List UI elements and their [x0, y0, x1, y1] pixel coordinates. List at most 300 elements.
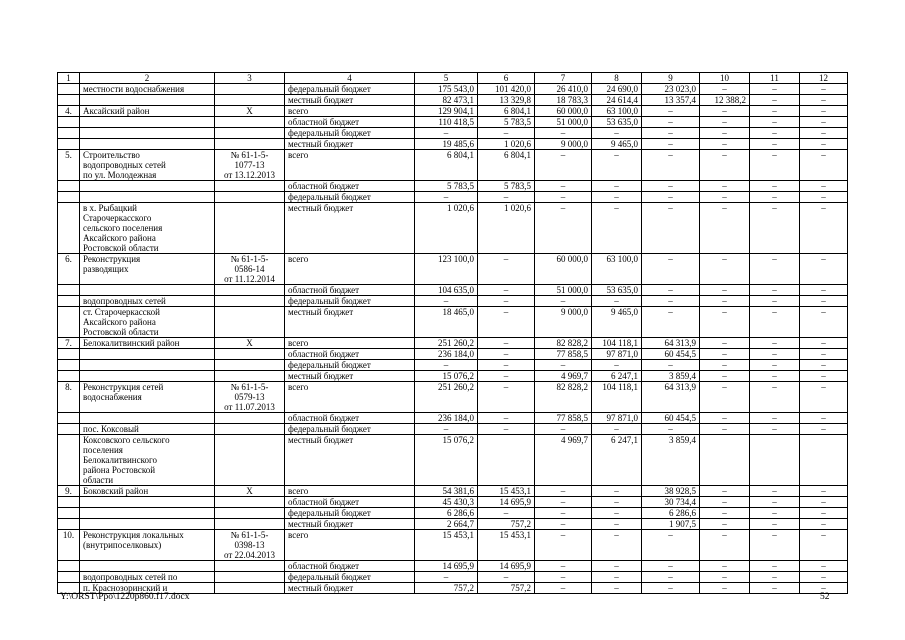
column-number-cell: 6 [478, 73, 535, 84]
table-row [58, 192, 848, 203]
amount-cell: 14 695,9 [415, 561, 478, 572]
row-number-cell: 10. [58, 530, 80, 561]
amount-cell: – [535, 203, 592, 254]
table-row [58, 435, 848, 486]
table-row [58, 486, 848, 497]
file-path: Y:\ORST\Ppo\1220p860.f17.docx [60, 592, 190, 602]
object-name-cell: пос. Коксовый [80, 424, 215, 435]
amount-cell: – [750, 254, 800, 285]
amount-cell: – [592, 150, 642, 181]
table-row [58, 572, 848, 583]
table-row [58, 338, 848, 349]
funding-source-cell: местный бюджет [285, 435, 415, 486]
amount-cell: – [642, 181, 700, 192]
table-row [58, 508, 848, 519]
object-name-cell [80, 519, 215, 530]
amount-cell: 82 473,1 [415, 95, 478, 106]
amount-cell: 30 734,4 [642, 497, 700, 508]
funding-source-cell: областной бюджет [285, 561, 415, 572]
amount-cell: – [700, 424, 750, 435]
table-row [58, 530, 848, 561]
amount-cell [478, 435, 535, 486]
amount-cell: – [415, 296, 478, 307]
table-row [58, 203, 848, 254]
amount-cell: – [700, 128, 750, 139]
column-number-cell: 4 [285, 73, 415, 84]
amount-cell: 15 453,1 [478, 486, 535, 497]
funding-source-cell: федеральный бюджет [285, 128, 415, 139]
amount-cell: 97 871,0 [592, 413, 642, 424]
amount-cell: – [535, 296, 592, 307]
amount-cell: – [700, 486, 750, 497]
amount-cell: – [478, 128, 535, 139]
amount-cell: 5 783,5 [415, 181, 478, 192]
document-number-cell [215, 413, 285, 424]
object-name-cell [80, 192, 215, 203]
table-row [58, 254, 848, 285]
object-name-cell: местности водоснабжения [80, 84, 215, 95]
amount-cell: – [800, 360, 848, 371]
amount-cell: – [592, 561, 642, 572]
amount-cell: – [700, 508, 750, 519]
amount-cell: – [592, 497, 642, 508]
amount-cell: – [750, 117, 800, 128]
amount-cell: 123 100,0 [415, 254, 478, 285]
amount-cell: – [535, 530, 592, 561]
amount-cell: – [800, 128, 848, 139]
object-name-cell [80, 360, 215, 371]
table-row [58, 285, 848, 296]
document-number-cell [215, 128, 285, 139]
row-number-cell [58, 497, 80, 508]
row-number-cell [58, 349, 80, 360]
amount-cell: – [642, 285, 700, 296]
amount-cell: 19 485,6 [415, 139, 478, 150]
amount-cell: – [535, 497, 592, 508]
funding-source-cell: федеральный бюджет [285, 296, 415, 307]
amount-cell: – [800, 84, 848, 95]
document-number-cell [215, 435, 285, 486]
amount-cell: – [592, 424, 642, 435]
amount-cell: 3 859,4 [642, 371, 700, 382]
amount-cell: 251 260,2 [415, 382, 478, 413]
amount-cell: 3 859,4 [642, 435, 700, 486]
table-row [58, 106, 848, 117]
amount-cell: – [800, 530, 848, 561]
object-name-cell: ст. Старочеркасской Аксайского района Ростовской области [80, 307, 215, 338]
funding-source-cell: областной бюджет [285, 497, 415, 508]
column-number-cell: 1 [58, 73, 80, 84]
object-name-cell: Реконструкция сетей водоснабжения [80, 382, 215, 413]
row-number-cell [58, 519, 80, 530]
amount-cell: – [592, 181, 642, 192]
table-row [58, 371, 848, 382]
amount-cell: – [750, 192, 800, 203]
row-number-cell [58, 139, 80, 150]
table-row [58, 382, 848, 413]
amount-cell: 15 076,2 [415, 371, 478, 382]
document-number-cell: Х [215, 338, 285, 349]
document-number-cell [215, 583, 285, 594]
funding-source-cell: всего [285, 338, 415, 349]
amount-cell: 6 286,6 [415, 508, 478, 519]
document-number-cell [215, 139, 285, 150]
amount-cell: – [750, 424, 800, 435]
funding-source-cell: всего [285, 382, 415, 413]
row-number-cell [58, 84, 80, 95]
document-number-cell [215, 84, 285, 95]
amount-cell: 77 858,5 [535, 413, 592, 424]
amount-cell: – [642, 360, 700, 371]
amount-cell: 9 000,0 [535, 139, 592, 150]
row-number-cell [58, 435, 80, 486]
document-number-cell [215, 424, 285, 435]
amount-cell: – [535, 508, 592, 519]
document-number-cell: № 61-1-5- 0579-13 от 11.07.2013 [215, 382, 285, 413]
document-number-cell [215, 192, 285, 203]
row-number-cell [58, 413, 80, 424]
object-name-cell: в х. Рыбацкий Старочеркасского сельского поселения Аксайского района Ростовской области [80, 203, 215, 254]
document-number-cell [215, 285, 285, 296]
amount-cell: – [592, 572, 642, 583]
amount-cell: 82 828,2 [535, 338, 592, 349]
amount-cell: – [535, 519, 592, 530]
document-number-cell [215, 307, 285, 338]
amount-cell: 757,2 [478, 583, 535, 594]
amount-cell: – [642, 117, 700, 128]
amount-cell: – [478, 338, 535, 349]
column-number-cell: 5 [415, 73, 478, 84]
amount-cell: – [478, 382, 535, 413]
row-number-cell [58, 192, 80, 203]
amount-cell [750, 435, 800, 486]
amount-cell: 4 969,7 [535, 435, 592, 486]
amount-cell [700, 435, 750, 486]
table-row [58, 128, 848, 139]
amount-cell: – [478, 307, 535, 338]
amount-cell: 53 635,0 [592, 117, 642, 128]
object-name-cell [80, 561, 215, 572]
column-number-cell: 12 [800, 73, 848, 84]
amount-cell: – [415, 192, 478, 203]
row-number-cell [58, 424, 80, 435]
amount-cell: 1 020,6 [478, 139, 535, 150]
row-number-cell [58, 117, 80, 128]
column-number-cell: 3 [215, 73, 285, 84]
amount-cell: 6 247,1 [592, 371, 642, 382]
amount-cell: – [478, 285, 535, 296]
amount-cell: – [700, 203, 750, 254]
amount-cell: – [478, 508, 535, 519]
document-number-cell [215, 349, 285, 360]
amount-cell: 24 690,0 [592, 84, 642, 95]
amount-cell: – [478, 192, 535, 203]
amount-cell: – [750, 583, 800, 594]
amount-cell: – [700, 296, 750, 307]
amount-cell: – [750, 371, 800, 382]
amount-cell: 13 329,8 [478, 95, 535, 106]
amount-cell: – [800, 106, 848, 117]
object-name-cell: п. Краснозоринский и [80, 583, 215, 594]
amount-cell: – [800, 150, 848, 181]
funding-source-cell: всего [285, 530, 415, 561]
funding-source-cell: федеральный бюджет [285, 572, 415, 583]
object-name-cell: Реконструкция локальных (внутрипоселковых) [80, 530, 215, 561]
row-number-cell: 4. [58, 106, 80, 117]
row-number-cell [58, 371, 80, 382]
funding-source-cell: областной бюджет [285, 117, 415, 128]
funding-source-cell: федеральный бюджет [285, 508, 415, 519]
amount-cell: 6 286,6 [642, 508, 700, 519]
row-number-cell: 8. [58, 382, 80, 413]
amount-cell: 14 695,9 [478, 561, 535, 572]
amount-cell: 104 118,1 [592, 338, 642, 349]
amount-cell: – [478, 296, 535, 307]
amount-cell: – [415, 424, 478, 435]
amount-cell: – [800, 95, 848, 106]
amount-cell: – [700, 150, 750, 181]
table-row [58, 139, 848, 150]
object-name-cell [80, 497, 215, 508]
funding-source-cell: местный бюджет [285, 583, 415, 594]
amount-cell: 757,2 [478, 519, 535, 530]
amount-cell: – [535, 572, 592, 583]
amount-cell: – [800, 413, 848, 424]
amount-cell: – [700, 117, 750, 128]
amount-cell: 60 000,0 [535, 106, 592, 117]
table-row [58, 84, 848, 95]
amount-cell: – [642, 192, 700, 203]
amount-cell: – [700, 382, 750, 413]
amount-cell: – [800, 572, 848, 583]
amount-cell: 64 313,9 [642, 382, 700, 413]
table-row [58, 150, 848, 181]
object-name-cell [80, 139, 215, 150]
amount-cell: – [800, 371, 848, 382]
amount-cell: – [750, 486, 800, 497]
amount-cell: 63 100,0 [592, 254, 642, 285]
document-number-cell [215, 360, 285, 371]
amount-cell: – [800, 192, 848, 203]
table-row [58, 497, 848, 508]
row-number-cell [58, 360, 80, 371]
amount-cell: 5 783,5 [478, 181, 535, 192]
amount-cell: – [800, 203, 848, 254]
funding-source-cell: местный бюджет [285, 519, 415, 530]
amount-cell: – [750, 360, 800, 371]
amount-cell: – [700, 285, 750, 296]
document-number-cell [215, 296, 285, 307]
amount-cell: 1 907,5 [642, 519, 700, 530]
amount-cell: – [750, 530, 800, 561]
document-number-cell: № 61-1-5- 1077-13 от 13.12.2013 [215, 150, 285, 181]
object-name-cell: Аксайский район [80, 106, 215, 117]
amount-cell: 110 418,5 [415, 117, 478, 128]
amount-cell: 23 023,0 [642, 84, 700, 95]
amount-cell: 104 635,0 [415, 285, 478, 296]
table-row [58, 360, 848, 371]
amount-cell: 63 100,0 [592, 106, 642, 117]
amount-cell: – [800, 254, 848, 285]
document-number-cell [215, 561, 285, 572]
amount-cell: 26 410,0 [535, 84, 592, 95]
document-number-cell [215, 572, 285, 583]
amount-cell: 1 020,6 [478, 203, 535, 254]
document-number-cell [215, 95, 285, 106]
amount-cell: – [800, 338, 848, 349]
row-number-cell: 7. [58, 338, 80, 349]
amount-cell: – [700, 139, 750, 150]
amount-cell: 15 076,2 [415, 435, 478, 486]
row-number-cell [58, 572, 80, 583]
row-number-cell: 6. [58, 254, 80, 285]
amount-cell: – [750, 150, 800, 181]
document-number-cell [215, 117, 285, 128]
document-number-cell: № 61-1-5- 0586-14 от 11.12.2014 [215, 254, 285, 285]
amount-cell: – [700, 519, 750, 530]
amount-cell: 15 453,1 [478, 530, 535, 561]
object-name-cell: Белокалитвинский район [80, 338, 215, 349]
object-name-cell [80, 413, 215, 424]
amount-cell: – [592, 203, 642, 254]
document-number-cell [215, 508, 285, 519]
funding-source-cell: местный бюджет [285, 371, 415, 382]
object-name-cell [80, 508, 215, 519]
budget-table [57, 72, 848, 594]
amount-cell: – [800, 497, 848, 508]
amount-cell: – [642, 307, 700, 338]
column-number-cell: 2 [80, 73, 215, 84]
amount-cell: – [592, 583, 642, 594]
funding-source-cell: всего [285, 106, 415, 117]
object-name-cell: водопроводных сетей [80, 296, 215, 307]
object-name-cell: Строительство водопроводных сетей по ул. Молодежная [80, 150, 215, 181]
amount-cell: 4 969,7 [535, 371, 592, 382]
amount-cell: – [642, 296, 700, 307]
amount-cell: – [800, 181, 848, 192]
amount-cell: – [800, 561, 848, 572]
funding-source-cell: федеральный бюджет [285, 424, 415, 435]
amount-cell: – [642, 424, 700, 435]
amount-cell: 51 000,0 [535, 285, 592, 296]
amount-cell: – [535, 486, 592, 497]
funding-source-cell: федеральный бюджет [285, 84, 415, 95]
amount-cell: – [642, 106, 700, 117]
amount-cell: – [642, 128, 700, 139]
amount-cell: – [642, 583, 700, 594]
funding-source-cell: местный бюджет [285, 95, 415, 106]
amount-cell: – [700, 360, 750, 371]
document-number-cell [215, 371, 285, 382]
amount-cell: 104 118,1 [592, 382, 642, 413]
amount-cell: – [700, 349, 750, 360]
funding-source-cell: всего [285, 486, 415, 497]
table-row [58, 349, 848, 360]
amount-cell: – [478, 360, 535, 371]
row-number-cell: 9. [58, 486, 80, 497]
row-number-cell [58, 296, 80, 307]
amount-cell: – [642, 561, 700, 572]
amount-cell: 77 858,5 [535, 349, 592, 360]
amount-cell: – [700, 561, 750, 572]
document-number-cell: Х [215, 486, 285, 497]
row-number-cell [58, 181, 80, 192]
amount-cell: 64 313,9 [642, 338, 700, 349]
funding-source-cell: всего [285, 254, 415, 285]
amount-cell: – [800, 117, 848, 128]
amount-cell: 1 020,6 [415, 203, 478, 254]
amount-cell: – [800, 486, 848, 497]
funding-source-cell: всего [285, 150, 415, 181]
amount-cell: – [700, 572, 750, 583]
amount-cell: 51 000,0 [535, 117, 592, 128]
amount-cell: – [800, 382, 848, 413]
amount-cell: – [800, 583, 848, 594]
table-row [58, 519, 848, 530]
amount-cell: – [642, 572, 700, 583]
table-row [58, 181, 848, 192]
amount-cell: 6 804,1 [478, 106, 535, 117]
amount-cell: – [700, 181, 750, 192]
amount-cell: – [750, 95, 800, 106]
amount-cell: 236 184,0 [415, 349, 478, 360]
amount-cell: – [700, 338, 750, 349]
amount-cell: 251 260,2 [415, 338, 478, 349]
amount-cell: 101 420,0 [478, 84, 535, 95]
amount-cell: 5 783,5 [478, 117, 535, 128]
column-number-cell: 9 [642, 73, 700, 84]
amount-cell: – [700, 254, 750, 285]
amount-cell: – [800, 349, 848, 360]
amount-cell: – [592, 296, 642, 307]
amount-cell: – [592, 486, 642, 497]
table-row [58, 413, 848, 424]
object-name-cell: Реконструкция разводящих [80, 254, 215, 285]
funding-source-cell: федеральный бюджет [285, 360, 415, 371]
column-number-cell: 8 [592, 73, 642, 84]
amount-cell: 757,2 [415, 583, 478, 594]
amount-cell: – [642, 530, 700, 561]
amount-cell: 53 635,0 [592, 285, 642, 296]
amount-cell: – [700, 530, 750, 561]
object-name-cell [80, 128, 215, 139]
amount-cell: – [478, 413, 535, 424]
column-number-cell: 11 [750, 73, 800, 84]
amount-cell: – [800, 296, 848, 307]
amount-cell: 13 357,4 [642, 95, 700, 106]
amount-cell: – [700, 192, 750, 203]
document-number-cell: Х [215, 106, 285, 117]
object-name-cell [80, 371, 215, 382]
amount-cell: – [750, 84, 800, 95]
amount-cell: 175 543,0 [415, 84, 478, 95]
amount-cell: – [415, 572, 478, 583]
amount-cell: – [750, 338, 800, 349]
amount-cell: 54 381,6 [415, 486, 478, 497]
amount-cell: 2 664,7 [415, 519, 478, 530]
amount-cell: – [750, 413, 800, 424]
amount-cell: – [592, 530, 642, 561]
document-number-cell [215, 497, 285, 508]
funding-source-cell: федеральный бюджет [285, 192, 415, 203]
amount-cell: – [800, 508, 848, 519]
object-name-cell [80, 285, 215, 296]
amount-cell: 12 388,2 [700, 95, 750, 106]
amount-cell: – [592, 360, 642, 371]
document-number-cell [215, 203, 285, 254]
object-name-cell [80, 95, 215, 106]
amount-cell: 9 465,0 [592, 307, 642, 338]
